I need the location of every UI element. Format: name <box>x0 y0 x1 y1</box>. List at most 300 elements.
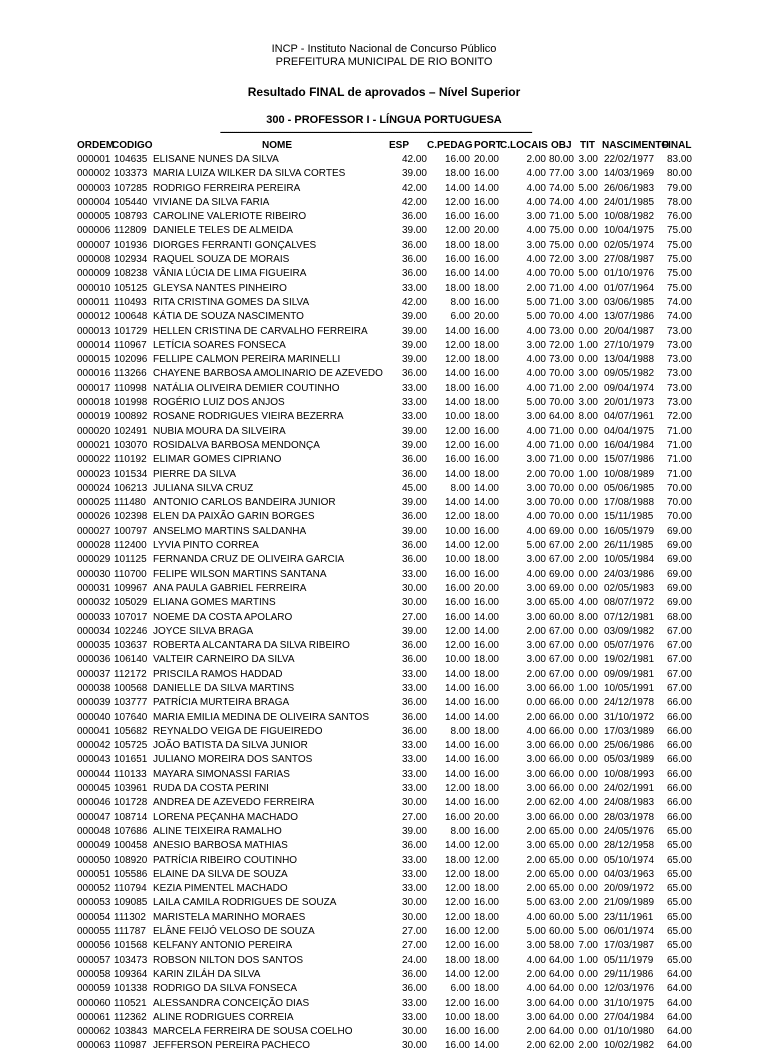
cell-ordem: 000053 <box>77 897 111 909</box>
table-row <box>0 668 768 682</box>
cell-codigo: 113266 <box>114 368 147 380</box>
cell-codigo: 101728 <box>114 797 148 809</box>
cell-cpedag: 12.00 <box>444 225 470 237</box>
cell-cpedag: 18.00 <box>444 282 470 294</box>
cell-obj: 74.00 <box>548 196 574 208</box>
cell-tit: 0.00 <box>578 225 598 237</box>
cell-nome: ROSANE RODRIGUES VIEIRA BEZERRA <box>153 411 344 423</box>
cell-codigo: 105682 <box>114 725 148 737</box>
cell-obj: 70.00 <box>548 511 574 523</box>
cell-nome: ROGÉRIO LUIZ DOS ANJOS <box>153 397 285 409</box>
cell-clocais: 2.00 <box>526 1026 546 1038</box>
cell-obj: 71.00 <box>548 282 574 294</box>
cell-obj: 74.00 <box>548 182 574 194</box>
cell-nome: MARIA LUIZA WILKER DA SILVA CORTES <box>153 168 346 180</box>
cell-nome: RODRIGO FERREIRA PEREIRA <box>153 182 301 194</box>
cell-cpedag: 12.00 <box>444 196 470 208</box>
cell-tit: 0.00 <box>578 511 598 523</box>
cell-nome: LETÍCIA SOARES FONSECA <box>153 339 286 351</box>
cell-nome: ELIMAR GOMES CIPRIANO <box>153 454 282 466</box>
cell-nome: RODRIGO DA SILVA FONSECA <box>153 983 298 995</box>
cell-cpedag: 16.00 <box>444 254 470 266</box>
cell-obj: 70.00 <box>548 311 574 323</box>
table-row <box>0 682 768 696</box>
cell-final: 76.00 <box>666 211 692 223</box>
cell-cpedag: 18.00 <box>444 854 470 866</box>
cell-nascimento: 13/07/1986 <box>604 311 655 323</box>
cell-port: 16.00 <box>473 897 499 909</box>
table-row <box>0 796 768 810</box>
cell-port: 20.00 <box>473 311 499 323</box>
cell-clocais: 3.00 <box>526 211 546 223</box>
table-row <box>0 1011 768 1025</box>
cell-ordem: 000009 <box>77 268 111 280</box>
cell-tit: 0.00 <box>578 768 598 780</box>
cell-final: 67.00 <box>666 640 692 652</box>
cell-nascimento: 17/03/1989 <box>604 725 655 737</box>
cell-nome: GLEYSA NANTES PINHEIRO <box>153 282 287 294</box>
column-header-ordem: ORDEM <box>77 140 115 151</box>
table-row <box>0 210 768 224</box>
table-row <box>0 153 768 167</box>
cell-nascimento: 24/03/1986 <box>604 568 655 580</box>
cell-obj: 73.00 <box>548 325 574 337</box>
cell-final: 75.00 <box>666 254 692 266</box>
cell-ordem: 000027 <box>77 525 111 537</box>
cell-tit: 4.00 <box>578 597 598 609</box>
table-row <box>0 1039 768 1053</box>
cell-cpedag: 8.00 <box>450 296 470 308</box>
cell-ordem: 000031 <box>77 582 111 594</box>
table-row <box>0 768 768 782</box>
cell-esp: 33.00 <box>401 282 427 294</box>
cell-tit: 3.00 <box>578 397 598 409</box>
cell-obj: 67.00 <box>548 540 574 552</box>
cell-port: 18.00 <box>473 339 499 351</box>
cell-port: 18.00 <box>473 511 499 523</box>
table-row <box>0 582 768 596</box>
cell-ordem: 000021 <box>77 439 111 451</box>
cell-cpedag: 6.00 <box>450 983 470 995</box>
cell-nascimento: 01/07/1964 <box>604 282 655 294</box>
cell-esp: 39.00 <box>401 497 427 509</box>
cell-codigo: 111302 <box>114 911 146 923</box>
cell-ordem: 000022 <box>77 454 111 466</box>
cell-port: 18.00 <box>473 411 499 423</box>
cell-esp: 30.00 <box>401 582 427 594</box>
cell-ordem: 000044 <box>77 768 111 780</box>
cell-clocais: 3.00 <box>526 611 546 623</box>
cell-nome: ANDREA DE AZEVEDO FERREIRA <box>153 797 315 809</box>
cell-ordem: 000008 <box>77 254 111 266</box>
cell-port: 14.00 <box>473 1040 499 1052</box>
cell-final: 75.00 <box>666 268 692 280</box>
cell-codigo: 108793 <box>114 211 148 223</box>
column-header-final: FINAL <box>662 140 692 151</box>
cell-esp: 36.00 <box>401 725 427 737</box>
cell-ordem: 000025 <box>77 497 111 509</box>
cell-cpedag: 16.00 <box>444 811 470 823</box>
cell-final: 80.00 <box>666 168 692 180</box>
cell-cpedag: 12.00 <box>444 640 470 652</box>
cell-final: 64.00 <box>666 1026 692 1038</box>
cell-cpedag: 16.00 <box>444 211 470 223</box>
cell-cpedag: 12.00 <box>444 883 470 895</box>
cell-ordem: 000037 <box>77 668 111 680</box>
cell-nascimento: 13/04/1988 <box>604 354 655 366</box>
cell-nascimento: 27/08/1987 <box>604 254 655 266</box>
cell-nome: ELAINE DA SILVA DE SOUZA <box>153 868 288 880</box>
cell-ordem: 000030 <box>77 568 111 580</box>
table-row <box>0 267 768 281</box>
cell-nome: CHAYENE BARBOSA AMOLINARIO DE AZEVEDO <box>153 368 383 380</box>
cell-obj: 66.00 <box>548 697 574 709</box>
cell-nome: ELIANA GOMES MARTINS <box>153 597 276 609</box>
cell-obj: 64.00 <box>548 954 574 966</box>
cell-obj: 64.00 <box>548 983 574 995</box>
cell-esp: 39.00 <box>401 625 427 637</box>
cell-clocais: 3.00 <box>526 497 546 509</box>
cell-nascimento: 10/05/1991 <box>604 682 655 694</box>
cell-port: 18.00 <box>473 397 499 409</box>
cell-obj: 65.00 <box>548 840 574 852</box>
cell-nascimento: 23/11/1961 <box>604 911 654 923</box>
cell-final: 65.00 <box>666 840 692 852</box>
cell-clocais: 4.00 <box>526 168 546 180</box>
cell-nascimento: 25/06/1986 <box>604 740 655 752</box>
cell-esp: 33.00 <box>401 668 427 680</box>
cell-nascimento: 24/08/1983 <box>604 797 655 809</box>
cell-ordem: 000046 <box>77 797 111 809</box>
cell-obj: 71.00 <box>548 382 574 394</box>
cell-nome: RAQUEL SOUZA DE MORAIS <box>153 254 290 266</box>
table-row <box>0 825 768 839</box>
cell-tit: 1.00 <box>578 339 598 351</box>
cell-port: 18.00 <box>473 954 499 966</box>
cell-codigo: 111787 <box>114 926 146 938</box>
cell-port: 16.00 <box>473 568 499 580</box>
cell-esp: 27.00 <box>401 926 427 938</box>
cell-nascimento: 26/06/1983 <box>604 182 655 194</box>
cell-clocais: 5.00 <box>526 540 546 552</box>
cell-final: 67.00 <box>666 668 692 680</box>
cell-codigo: 103473 <box>114 954 148 966</box>
cell-tit: 0.00 <box>578 983 598 995</box>
cell-port: 18.00 <box>473 983 499 995</box>
cell-tit: 0.00 <box>578 754 598 766</box>
cell-nascimento: 20/04/1987 <box>604 325 655 337</box>
cell-cpedag: 14.00 <box>444 497 470 509</box>
cell-tit: 2.00 <box>578 382 598 394</box>
cell-clocais: 4.00 <box>526 911 546 923</box>
cell-ordem: 000005 <box>77 211 111 223</box>
document-title: Resultado FINAL de aprovados – Nível Superior <box>247 85 521 99</box>
cell-obj: 62.00 <box>548 1040 574 1052</box>
cell-cpedag: 16.00 <box>444 568 470 580</box>
cell-obj: 63.00 <box>548 897 574 909</box>
cell-esp: 36.00 <box>401 468 427 480</box>
cell-obj: 71.00 <box>548 439 574 451</box>
cell-ordem: 000011 <box>77 296 110 308</box>
cell-obj: 70.00 <box>548 468 574 480</box>
cell-codigo: 107640 <box>114 711 148 723</box>
cell-codigo: 100797 <box>114 525 148 537</box>
cell-clocais: 3.00 <box>526 682 546 694</box>
cell-tit: 7.00 <box>578 940 598 952</box>
cell-clocais: 3.00 <box>526 411 546 423</box>
cell-nascimento: 16/04/1984 <box>604 439 655 451</box>
cell-codigo: 107285 <box>114 182 148 194</box>
cell-port: 18.00 <box>473 654 499 666</box>
cell-final: 73.00 <box>666 397 692 409</box>
cell-obj: 65.00 <box>548 825 574 837</box>
cell-nascimento: 01/10/1976 <box>604 268 655 280</box>
cell-ordem: 000051 <box>77 868 111 880</box>
cell-final: 67.00 <box>666 682 692 694</box>
cell-port: 12.00 <box>473 854 499 866</box>
cell-port: 16.00 <box>473 439 499 451</box>
cell-port: 18.00 <box>473 354 499 366</box>
cell-final: 75.00 <box>666 239 692 251</box>
table-row <box>0 896 768 910</box>
table-row <box>0 811 768 825</box>
cell-ordem: 000054 <box>77 911 111 923</box>
cell-ordem: 000057 <box>77 954 111 966</box>
cell-tit: 0.00 <box>578 711 598 723</box>
cell-nome: DANIELE TELES DE ALMEIDA <box>153 225 293 237</box>
cell-tit: 0.00 <box>578 883 598 895</box>
cell-tit: 0.00 <box>578 740 598 752</box>
cell-nascimento: 14/03/1969 <box>604 168 655 180</box>
cell-ordem: 000013 <box>77 325 111 337</box>
cell-final: 69.00 <box>666 540 692 552</box>
cell-ordem: 000034 <box>77 625 111 637</box>
cell-esp: 39.00 <box>401 339 427 351</box>
cell-nome: DIORGES FERRANTI GONÇALVES <box>153 239 317 251</box>
cell-obj: 64.00 <box>548 411 574 423</box>
cell-nome: KEZIA PIMENTEL MACHADO <box>153 883 288 895</box>
cell-port: 18.00 <box>473 868 499 880</box>
cell-obj: 65.00 <box>548 597 574 609</box>
cell-cpedag: 12.00 <box>444 425 470 437</box>
cell-clocais: 4.00 <box>526 568 546 580</box>
table-row <box>0 325 768 339</box>
cell-final: 74.00 <box>666 296 692 308</box>
cell-codigo: 100458 <box>114 840 148 852</box>
cell-nome: ELEN DA PAIXÃO GARIN BORGES <box>153 511 315 523</box>
cell-tit: 1.00 <box>578 954 598 966</box>
cell-port: 18.00 <box>473 883 499 895</box>
cell-ordem: 000024 <box>77 482 111 494</box>
table-row <box>0 482 768 496</box>
cell-codigo: 110967 <box>114 339 147 351</box>
cell-tit: 0.00 <box>578 968 598 980</box>
cell-codigo: 110133 <box>114 768 147 780</box>
cell-tit: 5.00 <box>578 211 598 223</box>
cell-port: 16.00 <box>473 825 499 837</box>
table-row <box>0 239 768 253</box>
cell-final: 69.00 <box>666 597 692 609</box>
cell-nome: ALINE RODRIGUES CORREIA <box>153 1011 294 1023</box>
table-row <box>0 468 768 482</box>
cell-clocais: 2.00 <box>526 668 546 680</box>
cell-tit: 0.00 <box>578 854 598 866</box>
cell-ordem: 000017 <box>77 382 111 394</box>
table-row <box>0 696 768 710</box>
cell-nome: JEFFERSON PEREIRA PACHECO <box>153 1040 311 1052</box>
cell-codigo: 103777 <box>114 697 148 709</box>
cell-obj: 70.00 <box>548 268 574 280</box>
cell-tit: 0.00 <box>578 825 598 837</box>
cell-esp: 33.00 <box>401 868 427 880</box>
cell-codigo: 110998 <box>114 382 147 394</box>
cell-clocais: 5.00 <box>526 311 546 323</box>
cell-tit: 0.00 <box>578 525 598 537</box>
cell-port: 16.00 <box>473 454 499 466</box>
cell-port: 12.00 <box>473 968 499 980</box>
cell-codigo: 109967 <box>114 582 148 594</box>
cell-obj: 66.00 <box>548 811 574 823</box>
cell-nome: DANIELLE DA SILVA MARTINS <box>153 682 295 694</box>
cell-cpedag: 14.00 <box>444 668 470 680</box>
cell-nome: LAILA CAMILA RODRIGUES DE SOUZA <box>153 897 337 909</box>
cell-nascimento: 24/05/1976 <box>604 825 655 837</box>
table-row <box>0 439 768 453</box>
cell-ordem: 000061 <box>77 1011 111 1023</box>
cell-obj: 60.00 <box>548 926 574 938</box>
table-row <box>0 224 768 238</box>
cell-cpedag: 10.00 <box>444 654 470 666</box>
cell-final: 75.00 <box>666 225 692 237</box>
cell-obj: 75.00 <box>548 225 574 237</box>
cell-final: 65.00 <box>666 883 692 895</box>
position-title: 300 - PROFESSOR I - LÍNGUA PORTUGUESA <box>266 114 502 126</box>
cell-esp: 33.00 <box>401 382 427 394</box>
cell-tit: 3.00 <box>578 168 598 180</box>
cell-cpedag: 12.00 <box>444 339 470 351</box>
cell-esp: 36.00 <box>401 454 427 466</box>
cell-port: 16.00 <box>473 211 499 223</box>
cell-ordem: 000038 <box>77 682 111 694</box>
cell-cpedag: 14.00 <box>444 397 470 409</box>
cell-obj: 70.00 <box>548 497 574 509</box>
cell-final: 69.00 <box>666 582 692 594</box>
table-row <box>0 882 768 896</box>
cell-nascimento: 05/03/1989 <box>604 754 655 766</box>
cell-nome: FELLIPE CALMON PEREIRA MARINELLI <box>153 354 341 366</box>
cell-cpedag: 10.00 <box>444 1011 470 1023</box>
cell-cpedag: 14.00 <box>444 711 470 723</box>
cell-esp: 30.00 <box>401 1040 427 1052</box>
cell-ordem: 000041 <box>77 725 111 737</box>
cell-cpedag: 16.00 <box>444 611 470 623</box>
cell-final: 73.00 <box>666 354 692 366</box>
cell-codigo: 108238 <box>114 268 148 280</box>
cell-nascimento: 16/05/1979 <box>604 525 655 537</box>
cell-clocais: 4.00 <box>526 196 546 208</box>
cell-port: 18.00 <box>473 282 499 294</box>
cell-nome: ANTONIO CARLOS BANDEIRA JUNIOR <box>153 497 336 509</box>
table-row <box>0 639 768 653</box>
cell-ordem: 000033 <box>77 611 111 623</box>
cell-cpedag: 14.00 <box>444 697 470 709</box>
cell-tit: 0.00 <box>578 354 598 366</box>
cell-obj: 62.00 <box>548 797 574 809</box>
cell-nome: JULIANO MOREIRA DOS SANTOS <box>153 754 313 766</box>
cell-esp: 33.00 <box>401 740 427 752</box>
table-row <box>0 854 768 868</box>
cell-tit: 0.00 <box>578 811 598 823</box>
cell-port: 16.00 <box>473 597 499 609</box>
cell-clocais: 2.00 <box>526 711 546 723</box>
table-row <box>0 711 768 725</box>
cell-clocais: 3.00 <box>526 768 546 780</box>
table-row <box>0 296 768 310</box>
cell-obj: 58.00 <box>548 940 574 952</box>
cell-nome: ANSELMO MARTINS SALDANHA <box>153 525 307 537</box>
cell-nome: PATRÍCIA RIBEIRO COUTINHO <box>153 854 298 866</box>
cell-obj: 65.00 <box>548 868 574 880</box>
cell-codigo: 101729 <box>114 325 148 337</box>
cell-final: 71.00 <box>666 425 692 437</box>
cell-codigo: 109364 <box>114 968 148 980</box>
cell-nome: RUDA DA COSTA PERINI <box>153 783 269 795</box>
cell-ordem: 000060 <box>77 997 111 1009</box>
cell-tit: 0.00 <box>578 668 598 680</box>
cell-clocais: 2.00 <box>526 1040 546 1052</box>
cell-obj: 67.00 <box>548 554 574 566</box>
cell-nome: NATÁLIA OLIVEIRA DEMIER COUTINHO <box>153 382 340 394</box>
cell-nome: MARISTELA MARINHO MORAES <box>153 911 306 923</box>
cell-clocais: 4.00 <box>526 425 546 437</box>
table-row <box>0 553 768 567</box>
table-row <box>0 510 768 524</box>
cell-clocais: 4.00 <box>526 268 546 280</box>
cell-esp: 30.00 <box>401 597 427 609</box>
cell-cpedag: 12.00 <box>444 897 470 909</box>
cell-ordem: 000048 <box>77 825 111 837</box>
cell-esp: 36.00 <box>401 840 427 852</box>
cell-nome: ELÂNE FEIJÓ VELOSO DE SOUZA <box>153 926 315 938</box>
cell-final: 75.00 <box>666 282 692 294</box>
cell-esp: 36.00 <box>401 254 427 266</box>
cell-obj: 60.00 <box>548 611 574 623</box>
cell-port: 14.00 <box>473 182 499 194</box>
table-row <box>0 968 768 982</box>
cell-ordem: 000006 <box>77 225 111 237</box>
column-header-tit: TIT <box>580 140 595 151</box>
cell-nome: ELISANE NUNES DA SILVA <box>153 154 279 165</box>
table-row <box>0 167 768 181</box>
cell-port: 12.00 <box>473 540 499 552</box>
cell-cpedag: 14.00 <box>444 968 470 980</box>
cell-esp: 33.00 <box>401 682 427 694</box>
cell-clocais: 4.00 <box>526 525 546 537</box>
cell-codigo: 101998 <box>114 397 148 409</box>
cell-clocais: 3.00 <box>526 811 546 823</box>
cell-final: 68.00 <box>666 611 692 623</box>
cell-esp: 39.00 <box>401 425 427 437</box>
cell-nome: VIVIANE DA SILVA FARIA <box>153 196 270 208</box>
cell-port: 16.00 <box>473 1026 499 1038</box>
cell-port: 12.00 <box>473 926 499 938</box>
cell-esp: 36.00 <box>401 697 427 709</box>
cell-cpedag: 14.00 <box>444 540 470 552</box>
cell-codigo: 100892 <box>114 411 148 423</box>
cell-cpedag: 12.00 <box>444 354 470 366</box>
cell-tit: 5.00 <box>578 911 598 923</box>
cell-tit: 0.00 <box>578 325 598 337</box>
